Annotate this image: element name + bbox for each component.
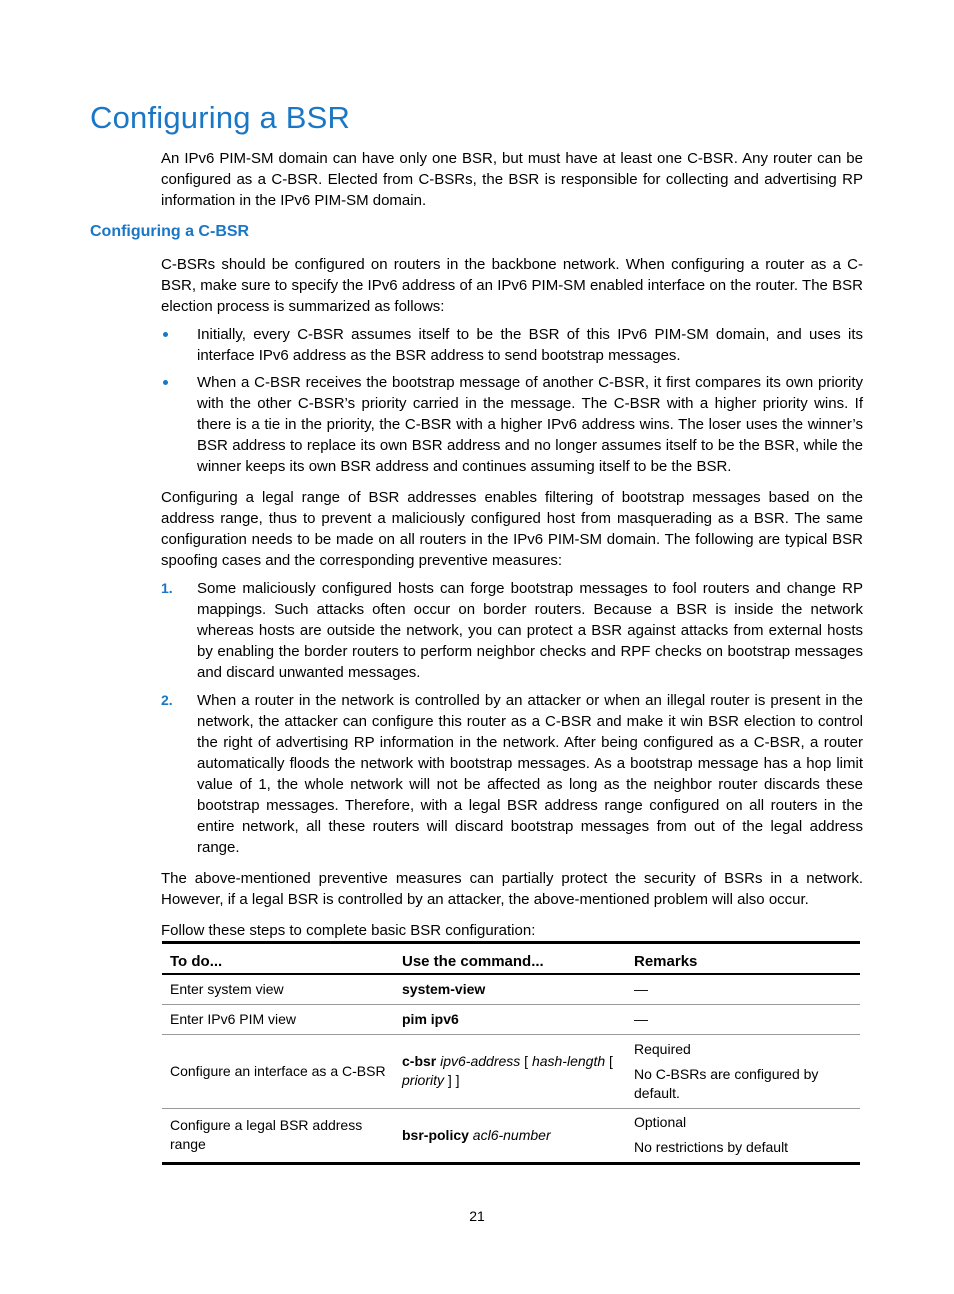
command-cell [394, 1108, 626, 1163]
remark-text: Required [634, 1040, 691, 1057]
item-number: 2. [161, 692, 173, 708]
command-arg: ipv6-address [440, 1053, 521, 1069]
command-table [162, 941, 860, 1165]
todo-cell: Enter system view [162, 974, 394, 1004]
header-todo: To do... [162, 943, 394, 975]
numbered-text: When a router in the network is controlled by an attacker or when an illegal router is present in the network, the attacker can configure this router as a C-BSR and make it win BSR election to control the right of advertising RP information in the network. After being configured as a C-BSR, a router automatically floods the network with bootstrap messages. As a bootstrap message has a hop limit value of 1, the whole network will not be affected as long as the neighbor router discards these bootstrap messages. Therefore, with a legal BSR address range configured on all routers in the entire network, all these routers will discard bootstrap messages from out of the legal address range. [197, 692, 863, 856]
intro-paragraph: An IPv6 PIM-SM domain can have only one BSR, but must have at least one C-BSR. Any router can be configured as a C-BSR. Elected from C-BSRs, the BSR is responsible for collecting and advertising RP information in the IPv6 PIM-SM domain. [161, 150, 863, 209]
preventive-paragraph: The above-mentioned preventive measures can partially protect the security of BSRs in a network. However, if a legal BSR is controlled by an attacker, the above-mentioned problem will also occur. [161, 870, 863, 908]
todo-cell: Configure an interface as a C-BSR [162, 1034, 394, 1108]
command-keyword: bsr-policy [402, 1126, 469, 1143]
todo-cell: Configure a legal BSR address range [162, 1108, 394, 1163]
remarks-cell [626, 1034, 860, 1108]
command-keyword: pim ipv6 [402, 1010, 459, 1027]
bracket: [ [609, 1053, 613, 1069]
remark-text: — [634, 1010, 648, 1027]
section-heading: Configuring a BSR [90, 100, 351, 135]
command-cell [394, 974, 626, 1004]
table-row [162, 1034, 860, 1108]
command-arg: acl6-number [472, 1126, 551, 1143]
remark-text: No restrictions by default [634, 1139, 789, 1155]
remark-text: Optional [634, 1114, 687, 1130]
table-header-row [162, 943, 860, 975]
table-row [162, 1004, 860, 1034]
command-cell [394, 1034, 626, 1108]
todo-cell: Enter IPv6 PIM view [162, 1004, 394, 1034]
legal-range-paragraph: Configuring a legal range of BSR addresses enables filtering of bootstrap messages based on the address range, thus to prevent a maliciously configured host from masquerading as a BSR. The same configuration needs to be made on all routers in the IPv6 PIM-SM domain. The following are typical BSR spoofing cases and the corresponding preventive measures: [161, 489, 863, 569]
page-number: 21 [469, 1208, 485, 1224]
header-command: Use the command... [394, 943, 626, 975]
remarks-cell [626, 974, 860, 1004]
command-keyword: system-view [402, 980, 486, 997]
command-keyword: c-bsr [402, 1053, 437, 1069]
header-remarks: Remarks [626, 943, 860, 975]
item-number: 1. [161, 580, 173, 596]
subsection-heading: Configuring a C-BSR [90, 223, 250, 240]
bullet-text: When a C-BSR receives the bootstrap message of another C-BSR, it first compares its own priority with the other C-BSR’s priority carried in the message. The C-BSR with a higher priority wins. If there is a tie in the priority, the C-BSR with a higher IPv6 address wins. The loser uses the winner’s BSR address to replace its own BSR address and no longer assumes itself to be the BSR, while the winner keeps its own BSR address and continues assuming itself to be the BSR. [197, 374, 863, 475]
table-row [162, 974, 860, 1004]
command-arg: priority [402, 1072, 445, 1088]
remarks-cell [626, 1004, 860, 1034]
bullet-icon [163, 332, 168, 337]
steps-intro: Follow these steps to complete basic BSR configuration: [161, 922, 536, 939]
table-row [162, 1108, 860, 1163]
bracket: ] ] [447, 1072, 460, 1088]
remarks-cell [626, 1108, 860, 1163]
numbered-text: Some maliciously configured hosts can forge bootstrap messages to fool routers and change RP mappings. Such attacks often occur on border routers. Because a BSR is inside the network whereas hosts are outside the network, you can protect a BSR against attacks from external hosts by enabling the border routers to perform neighbor checks and RPF checks on bootstrap messages and discard unwanted messages. [197, 580, 863, 681]
remark-text: No C-BSRs are configured by default. [634, 1065, 819, 1101]
remark-text: — [634, 980, 648, 997]
bullet-text: Initially, every C-BSR assumes itself to be the BSR of this IPv6 PIM-SM domain, and uses its interface IPv6 address as the BSR address to send bootstrap messages. [197, 326, 863, 364]
bullet-icon [163, 380, 168, 385]
bracket: [ [524, 1053, 529, 1069]
command-arg: hash-length [531, 1053, 606, 1069]
command-cell [394, 1004, 626, 1034]
cbsr-paragraph: C-BSRs should be configured on routers in the backbone network. When configuring a router as a C-BSR, make sure to specify the IPv6 address of an IPv6 PIM-SM enabled interface on the router. The BSR election process is summarized as follows: [161, 256, 863, 315]
